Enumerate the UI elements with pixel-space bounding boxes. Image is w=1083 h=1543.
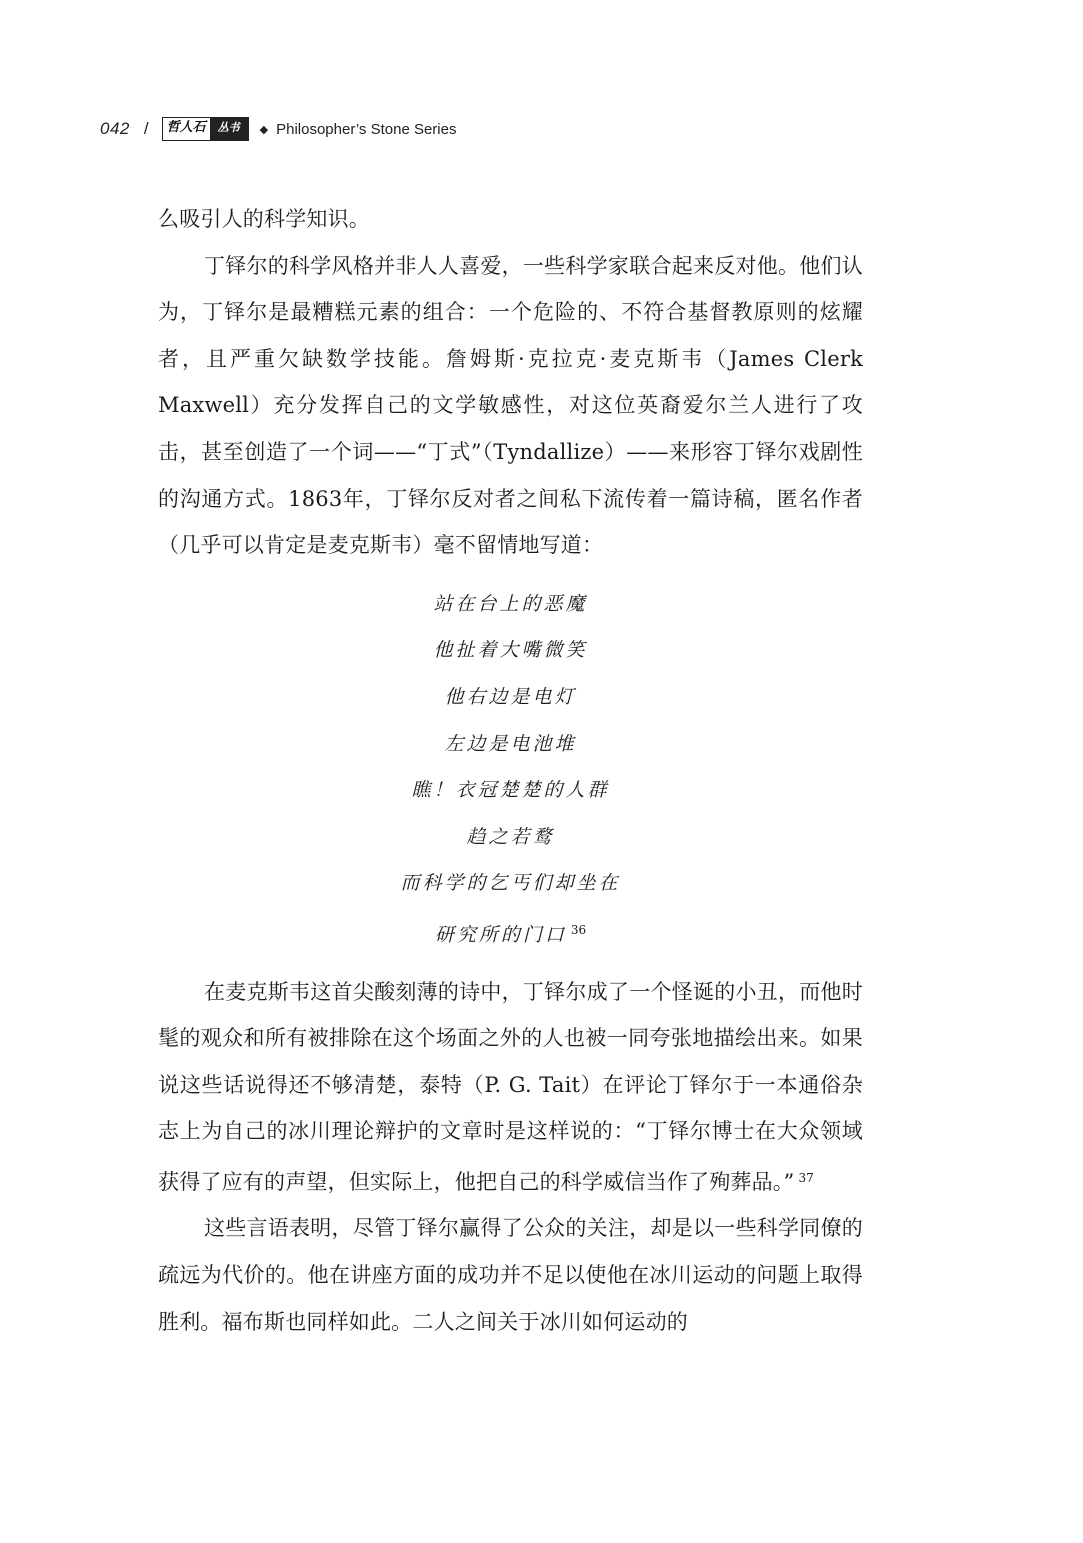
poem-line-last: [158, 907, 863, 959]
series-logo: [162, 117, 249, 141]
poem-line: 趋之若鹜: [466, 825, 555, 848]
paragraph-continuation: 么吸引人的科学知识。: [158, 207, 370, 231]
poem-line: 他右边是电灯: [444, 685, 577, 708]
poem-line: 而科学的乞丐们却坐在: [400, 872, 621, 895]
footnote-marker: 36: [570, 922, 587, 937]
header-separator: /: [143, 119, 149, 138]
poem-line: 左边是电池堆: [444, 732, 577, 755]
diamond-icon: ◆: [259, 123, 269, 136]
page-body: [158, 196, 863, 1345]
paragraph-public-attention: 这些言语表明，尽管丁铎尔赢得了公众的关注，却是以一些科学同僚的疏远为代价的。他在讲座方面的成功并不足以使他在冰川运动的问题上取得胜利。福布斯也同样如此。二人之间关于冰川如何运动的: [158, 1216, 863, 1334]
poem-line-text: 研究所的门口: [434, 923, 567, 946]
series-name: Philosopher’s Stone Series: [276, 120, 457, 138]
poem-line: 瞧！衣冠楚楚的人群: [411, 779, 610, 802]
page-number: 042: [100, 119, 130, 138]
footnote-marker: 37: [798, 1170, 814, 1185]
paragraph-text: 在麦克斯韦这首尖酸刻薄的诗中，丁铎尔成了一个怪诞的小丑，而他时髦的观众和所有被排除在这个场面之外的人也被一同夸张地描绘出来。如果说这些话说得还不够清楚，泰特（P. G. Tait）在评论丁铎尔于一本通俗杂志上为自己的冰川理论辩护的文章时是这样说的：“丁铎尔博士在大众领域获得了应有的声望，但实际上，他把自己的科学威信当作了殉葬品。”: [158, 979, 863, 1194]
series-logo-right: 丛书: [210, 118, 248, 140]
poem-block: [158, 581, 863, 959]
poem-line: 站在台上的恶魔: [433, 592, 588, 615]
running-header: [100, 116, 456, 142]
paragraph-maxwell-poem: [158, 969, 863, 1206]
series-logo-left: 哲人石: [163, 118, 210, 140]
poem-line: 他扯着大嘴微笑: [433, 639, 588, 662]
paragraph-tyndall-critics: 丁铎尔的科学风格并非人人喜爱，一些科学家联合起来反对他。他们认为，丁铎尔是最糟糕元素的组合：一个危险的、不符合基督教原则的炫耀者，且严重欠缺数学技能。詹姆斯·克拉克·麦克斯韦（James Clerk Maxwell）充分发挥自己的文学敏感性，对这位英裔爱尔兰人进行了攻击，甚至创造了一个词——“丁式”（Tyndallize）——来形容丁铎尔戏剧性的沟通方式。1863年，丁铎尔反对者之间私下流传着一篇诗稿，匿名作者（几乎可以肯定是麦克斯韦）毫不留情地写道：: [158, 253, 863, 558]
